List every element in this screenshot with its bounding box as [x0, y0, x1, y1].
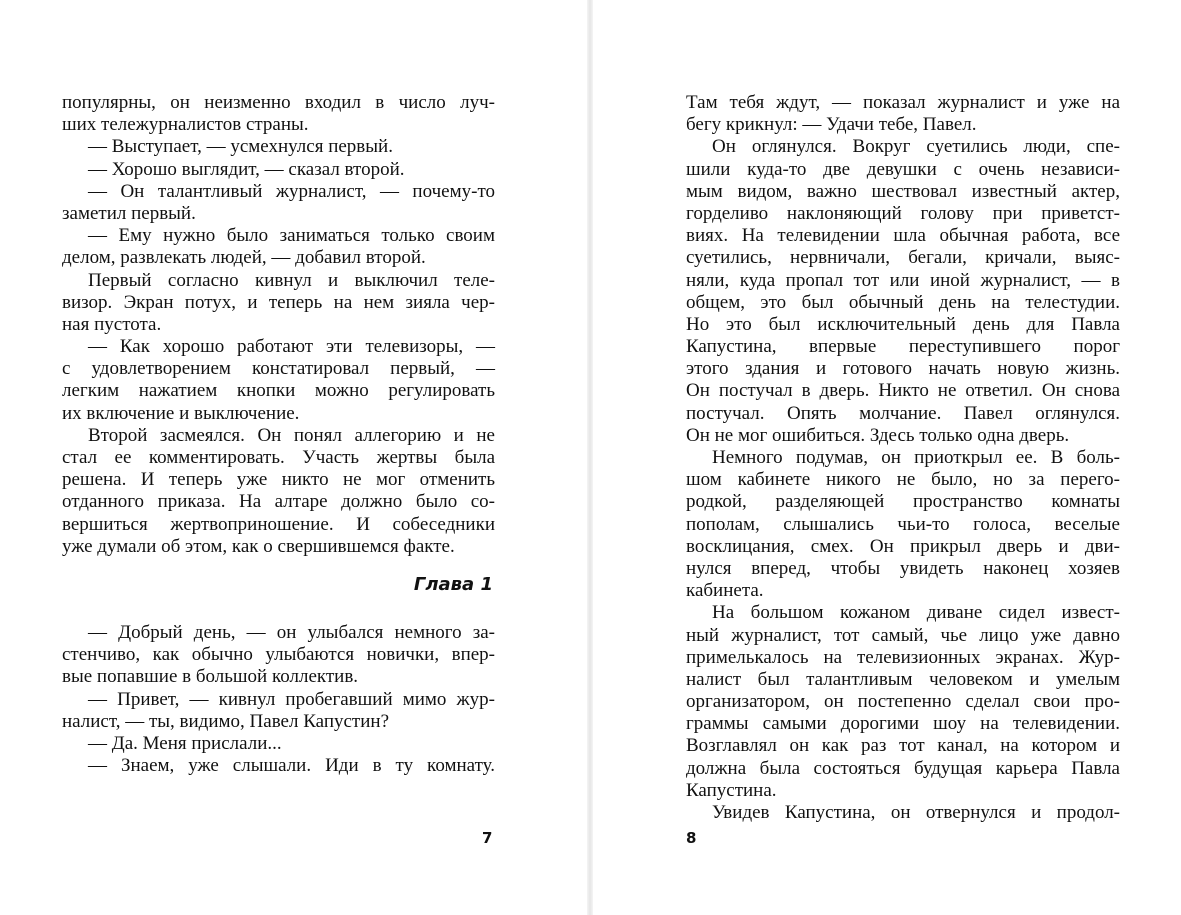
- text-line: Увидев Капустина, он отвернулся и продол-: [712, 802, 1120, 823]
- text-line: уже думали об этом, как о свершившемся факте.: [62, 535, 455, 557]
- text-line: горделиво наклоняющий голову при приветст-: [686, 202, 1120, 224]
- text-line: — Как хорошо работают эти телевизоры, —: [88, 336, 495, 358]
- text-line: — Привет, — кивнул пробегавший мимо жур-: [88, 688, 495, 710]
- text-line: восклицания, смех. Он прикрыл дверь и дви-: [686, 535, 1120, 557]
- right-page: [686, 92, 1120, 824]
- text-line: Он оглянулся. Вокруг суетились люди, спе-: [712, 136, 1120, 158]
- text-line: вые попавшие в большой коллектив.: [62, 666, 359, 688]
- text-line: стенчиво, как обычно улыбаются новички, впер-: [62, 644, 495, 666]
- text-line: популярны, он неизменно входил в число луч-: [62, 92, 495, 113]
- text-line: Там тебя ждут, — показал журналист и уже на: [686, 92, 1120, 113]
- left-text-block-before-chapter: [62, 92, 495, 558]
- page-number-left: 7: [482, 829, 493, 847]
- text-line: пополам, слышались чьи-то голоса, веселые: [686, 513, 1120, 535]
- text-line: — Ему нужно было заниматься только своим: [88, 225, 495, 247]
- text-line: легким нажатием кнопки можно регулировать: [62, 380, 495, 402]
- left-text-block-after-chapter: [62, 622, 495, 777]
- text-line: Капустина.: [686, 779, 777, 801]
- text-line: заметил первый.: [62, 202, 196, 224]
- text-line: общем, это был обычный день на телестудии.: [686, 291, 1120, 313]
- text-line: граммы самыми дорогими шоу на телевидении.: [686, 713, 1120, 735]
- page-number-right: 8: [686, 829, 697, 847]
- text-line: Первый согласно кивнул и выключил теле-: [88, 269, 495, 291]
- text-line: нулся вперед, чтобы увидеть наконец хозяев: [686, 557, 1120, 579]
- text-line: Капустина, впервые переступившего порог: [686, 336, 1120, 358]
- text-line: Второй засмеялся. Он понял аллегорию и не: [88, 424, 495, 446]
- text-line: Возглавлял он как раз тот канал, на котором и: [686, 735, 1120, 757]
- text-line: — Выступает, — усмехнулся первый.: [88, 136, 393, 158]
- text-line: постучал. Опять молчание. Павел оглянулся.: [686, 402, 1120, 424]
- text-line: примелькалось на телевизионных экранах. Жур-: [686, 646, 1120, 668]
- text-line: их включение и выключение.: [62, 402, 300, 424]
- text-line: ная пустота.: [62, 313, 162, 335]
- text-line: Он постучал в дверь. Никто не ответил. Он снова: [686, 380, 1120, 402]
- text-line: вершиться жертвоприношение. И собеседники: [62, 513, 495, 535]
- text-line: Немного подумав, он приоткрыл ее. В боль-: [712, 447, 1120, 468]
- text-line: налист был талантливым человеком и умелым: [686, 668, 1120, 690]
- text-line: — Знаем, уже слышали. Иди в ту комнату.: [88, 755, 495, 777]
- text-line: отданного приказа. На алтаре должно было со-: [62, 491, 495, 513]
- page-gutter: [587, 0, 593, 915]
- text-line: На большом кожаном диване сидел извест-: [712, 602, 1120, 624]
- text-line: кабинета.: [686, 580, 764, 602]
- text-line: этого здания и готового начать новую жизнь.: [686, 358, 1120, 380]
- text-line: шили куда-то две девушки с очень независи-: [686, 158, 1120, 180]
- text-line: стал ее комментировать. Участь жертвы была: [62, 447, 495, 468]
- text-line: должна была состояться будущая карьера Павла: [686, 757, 1120, 779]
- text-line: мым видом, важно шествовал известный актер,: [686, 180, 1120, 202]
- text-line: решена. И теперь уже никто не мог отменить: [62, 469, 495, 491]
- text-line: делом, развлекать людей, — добавил второй.: [62, 247, 426, 269]
- text-line: суетились, нервничали, бегали, кричали, выяс-: [686, 247, 1120, 269]
- text-line: налист, — ты, видимо, Павел Капустин?: [62, 710, 389, 732]
- text-line: бегу крикнул: — Удачи тебе, Павел.: [686, 114, 977, 136]
- chapter-heading: Глава 1: [413, 573, 493, 595]
- text-line: родкой, разделяющей пространство комнаты: [686, 491, 1120, 513]
- text-line: — Да. Меня прислали...: [88, 732, 282, 754]
- text-line: — Хорошо выглядит, — сказал второй.: [88, 158, 405, 180]
- text-line: ный журналист, тот самый, чье лицо уже давно: [686, 624, 1120, 646]
- text-line: Он не мог ошибиться. Здесь только одна дверь.: [686, 424, 1070, 446]
- text-line: визор. Экран потух, и теперь на нем зияла чер-: [62, 291, 495, 313]
- text-line: — Добрый день, — он улыбался немного за-: [88, 621, 495, 643]
- text-line: виях. На телевидении шла обычная работа, все: [686, 225, 1120, 247]
- text-line: Но это был исключительный день для Павла: [686, 313, 1120, 335]
- text-line: организатором, он постепенно сделал свои про-: [686, 691, 1120, 713]
- text-line: няли, куда пропал тот или иной журналист, — в: [686, 269, 1120, 291]
- text-line: с удовлетворением констатировал первый, —: [62, 358, 495, 380]
- left-page: [62, 92, 495, 777]
- text-line: ших тележурналистов страны.: [62, 114, 309, 136]
- text-line: шом кабинете никого не было, но за перего-: [686, 469, 1120, 491]
- text-line: — Он талантливый журналист, — почему-то: [88, 180, 495, 202]
